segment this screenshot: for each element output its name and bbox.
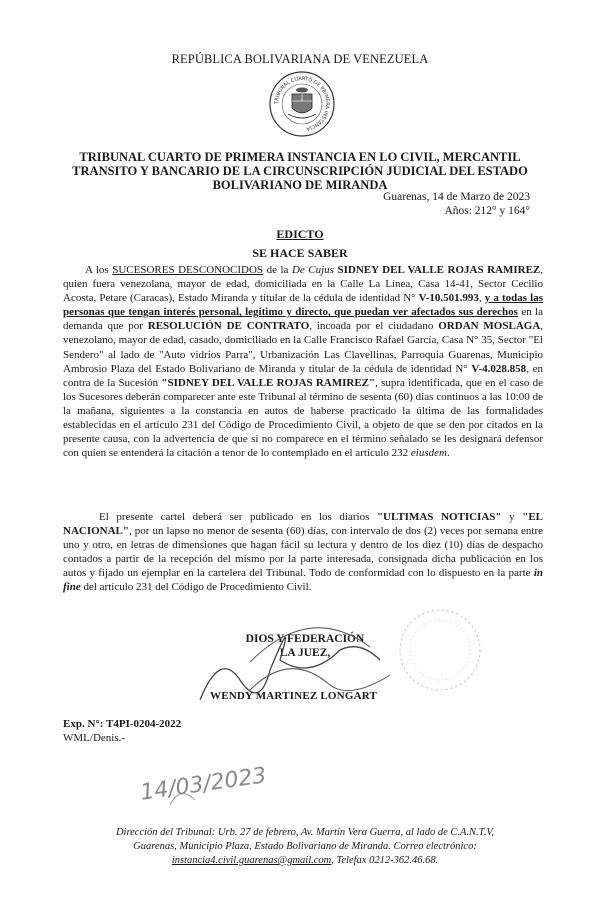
tribunal-line: TRANSITO Y BANCARIO DE LA CIRCUNSCRIPCIÓN JUDICIAL DEL ESTADO — [72, 164, 528, 178]
years: Años: 212° y 164° — [444, 205, 530, 217]
case-type: RESOLUCIÓN DE CONTRATO — [147, 320, 310, 333]
judge-title: LA JUEZ, — [279, 647, 331, 659]
stamp-circle — [410, 620, 470, 680]
footer-line: Guarenas, Municipio Plaza, Estado Bolivariano de Miranda. Correo electrónico: — [133, 841, 477, 852]
newspaper-1: "ULTIMAS NOTICIAS" — [376, 511, 502, 523]
tribunal-line: TRIBUNAL CUARTO DE PRIMERA INSTANCIA EN LO CIVIL, MERCANTIL — [79, 150, 521, 164]
seal-text: TRIBUNAL CUARTO DE PRIMERA INSTANCIA — [273, 75, 331, 132]
closing-line: DIOS Y FEDERACIÓN — [245, 633, 365, 645]
signature-scribble — [250, 669, 390, 691]
deceased-name: SIDNEY DEL VALLE ROJAS RAMIREZ — [337, 264, 541, 276]
expedient-number: Exp. N°: T4PI-0204-2022 — [63, 718, 182, 730]
initials: WML/Denis.- — [63, 732, 126, 744]
judge-name: WENDY MARTINEZ LONGART — [210, 690, 378, 702]
footer-line: instancia4.civil.guarenas@gmail.com, Telefax 0212-362.46.68. — [171, 855, 439, 866]
newspaper-2: "EL NACIONAL" — [63, 511, 544, 538]
signature-block — [235, 632, 375, 660]
place-date: Guarenas, 14 de Marzo de 2023 — [383, 191, 530, 203]
tribunal-line: BOLIVARIANO DE MIRANDA — [212, 178, 388, 192]
document-title: EDICTO — [276, 227, 324, 241]
expedient-block — [63, 717, 181, 745]
paragraph-2: El presente cartel deberá ser publicado en los diarios "ULTIMAS NOTICIAS" y "EL NACIONAL", por un lapso no menor de sesenta (60) días, con intervalo de dos (2) veces por semana entre uno y otro, en letras de dimensiones que hagan fácil su lectura y dentro de los diez (10) días de despacho contados a partir de la recepción del mismo por la parte interesada, consignada dicha publicación en los autos y fijado un ejemplar en la cartelera del Tribunal. Todo de conformidad con lo dispuesto en la parte in fine del artículo 231 del Código de Procedimiento Civil. — [63, 511, 544, 594]
document-subtitle: SE HACE SABER — [252, 246, 348, 260]
footer-line: Dirección del Tribunal: Urb. 27 de febrero, Av. Martín Vera Guerra, al lado de C.A.N.T.V, — [115, 827, 495, 838]
republic-title: REPÚBLICA BOLIVARIANA DE VENEZUELA — [171, 52, 429, 66]
footer-address — [60, 826, 550, 868]
paragraph-1: A los SUCESORES DESCONOCIDOS de la De Cujus SIDNEY DEL VALLE ROJAS RAMIREZ, quien fuera venezolana, mayor de edad, domiciliada en la Calle La Línea, Casa 14-41, Sector Cecilio Acosta, Petare (Caracas), Estado Miranda y titular de la cédula de identidad N° V-10.501.993, y a todas las personas que tengan interés personal, legítimo y directo, que puedan ver afectados sus derechos en la demanda que por RESOLUCIÓN DE CONTRATO, incoada por el ciudadano ORDAN MOSLAGA, venezolano, mayor de edad, casado, domiciliado en la Calle Francisco Rafael García, Casa N° 35, Sector "El Sendero" al lado de "Auto vidrios Parra", Urbanización Las Clavellinas, Parroquia Guarenas, Municipio Ambrosio Plaza del Estado Bolivariano de Miranda y titular de la cédula de identidad N° V-4.028.858, en contra de la Sucesión "SIDNEY DEL VALLE ROJAS RAMIREZ", supra identificada, que en el caso de los Sucesores deberán comparecer ante este Tribunal al término de sesenta (60) días continuos a las 10:00 de la mañana, siguientes a la constancia en autos de haberse practicado la última de las formalidades establecidas en el artículo 231 del Código de Procedimiento Civil, a objeto de que se den por citados en la presente causa, con la advertencia de que si no comparece en el término señalado se les designará defensor con quien se entenderá la citación a tenor de lo contemplado en el artículo 232 eiusdem. — [63, 264, 544, 460]
plaintiff-name: ORDAN MOSLAGA — [438, 320, 541, 333]
interested-parties: y a todas las personas que tengan interés personal, legítimo y directo, que puedan ver afectados sus derechos — [63, 292, 543, 319]
tribunal-name — [0, 150, 600, 192]
heirs-phrase: SUCESORES DESCONOCIDOS — [112, 264, 264, 276]
handwritten-date: 14/03/2023 — [138, 763, 268, 806]
stamp-circle — [400, 610, 480, 690]
place-date-block — [383, 190, 530, 218]
coat-of-arms-seal — [268, 70, 336, 138]
email-link[interactable]: instancia4.civil.guarenas@gmail.com — [171, 855, 332, 866]
